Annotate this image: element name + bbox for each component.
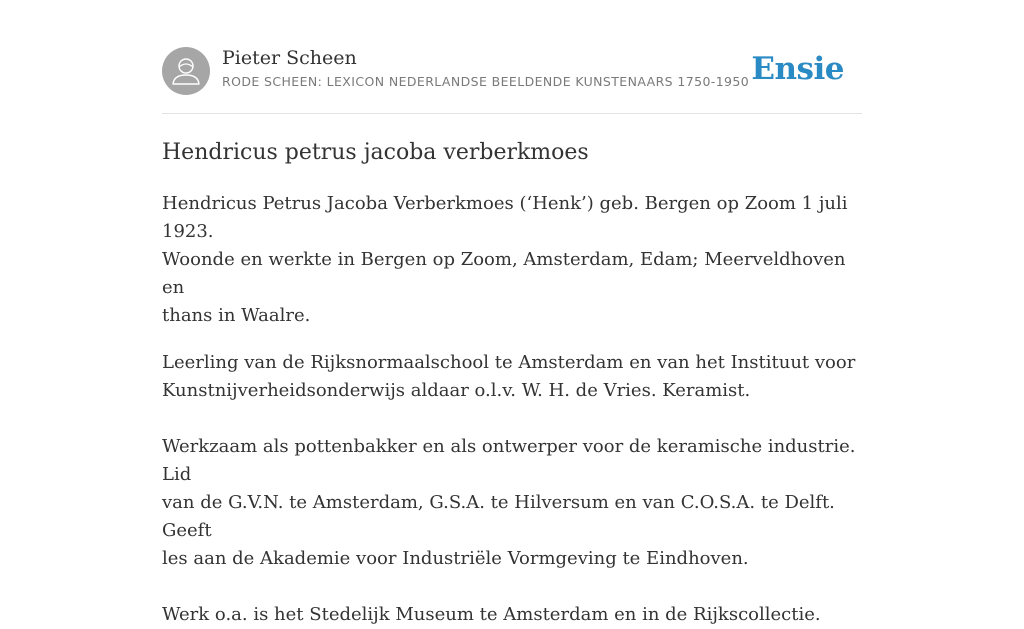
text-line: Werkzaam als pottenbakker en als ontwerper voor de keramische industrie. Lid [162,436,856,485]
text-line: Hendricus Petrus Jacoba Verberkmoes (‘Henk’) geb. Bergen op Zoom 1 juli 1923. [162,193,848,242]
blank-line [162,405,862,433]
article-body [162,190,862,629]
text-line: Werk o.a. is het Stedelijk Museum te Amsterdam en in de Rijkscollectie. [162,604,821,625]
user-icon [162,47,210,95]
paragraph-4 [162,601,862,629]
text-line: van de G.V.N. te Amsterdam, G.S.A. te Hilversum en van C.O.S.A. te Delft. Geeft [162,492,835,541]
source-title[interactable]: RODE SCHEEN: LEXICON NEDERLANDSE BEELDENDE KUNSTENAARS 1750-1950 [222,74,750,89]
paragraph-3 [162,433,862,573]
text-line: thans in Waalre. [162,305,311,326]
text-line: Woonde en werkte in Bergen op Zoom, Amsterdam, Edam; Meerveldhoven en [162,249,846,298]
paragraph-1 [162,190,862,330]
text-line: Leerling van de Rijksnormaalschool te Amsterdam en van het Instituut voor [162,352,856,373]
author-header [162,45,862,97]
text-line: Kunstnijverheidsonderwijs aldaar o.l.v. W. H. de Vries. Keramist. [162,380,751,401]
paragraph-2 [162,349,862,405]
avatar[interactable] [162,47,210,95]
author-name[interactable]: Pieter Scheen [222,47,357,69]
text-line: les aan de Akademie voor Industriële Vormgeving te Eindhoven. [162,548,749,569]
page-title: Hendricus petrus jacoba verberkmoes [162,140,589,165]
blank-line [162,573,862,601]
divider [162,113,862,114]
ensie-logo[interactable]: Ensie [751,51,844,87]
